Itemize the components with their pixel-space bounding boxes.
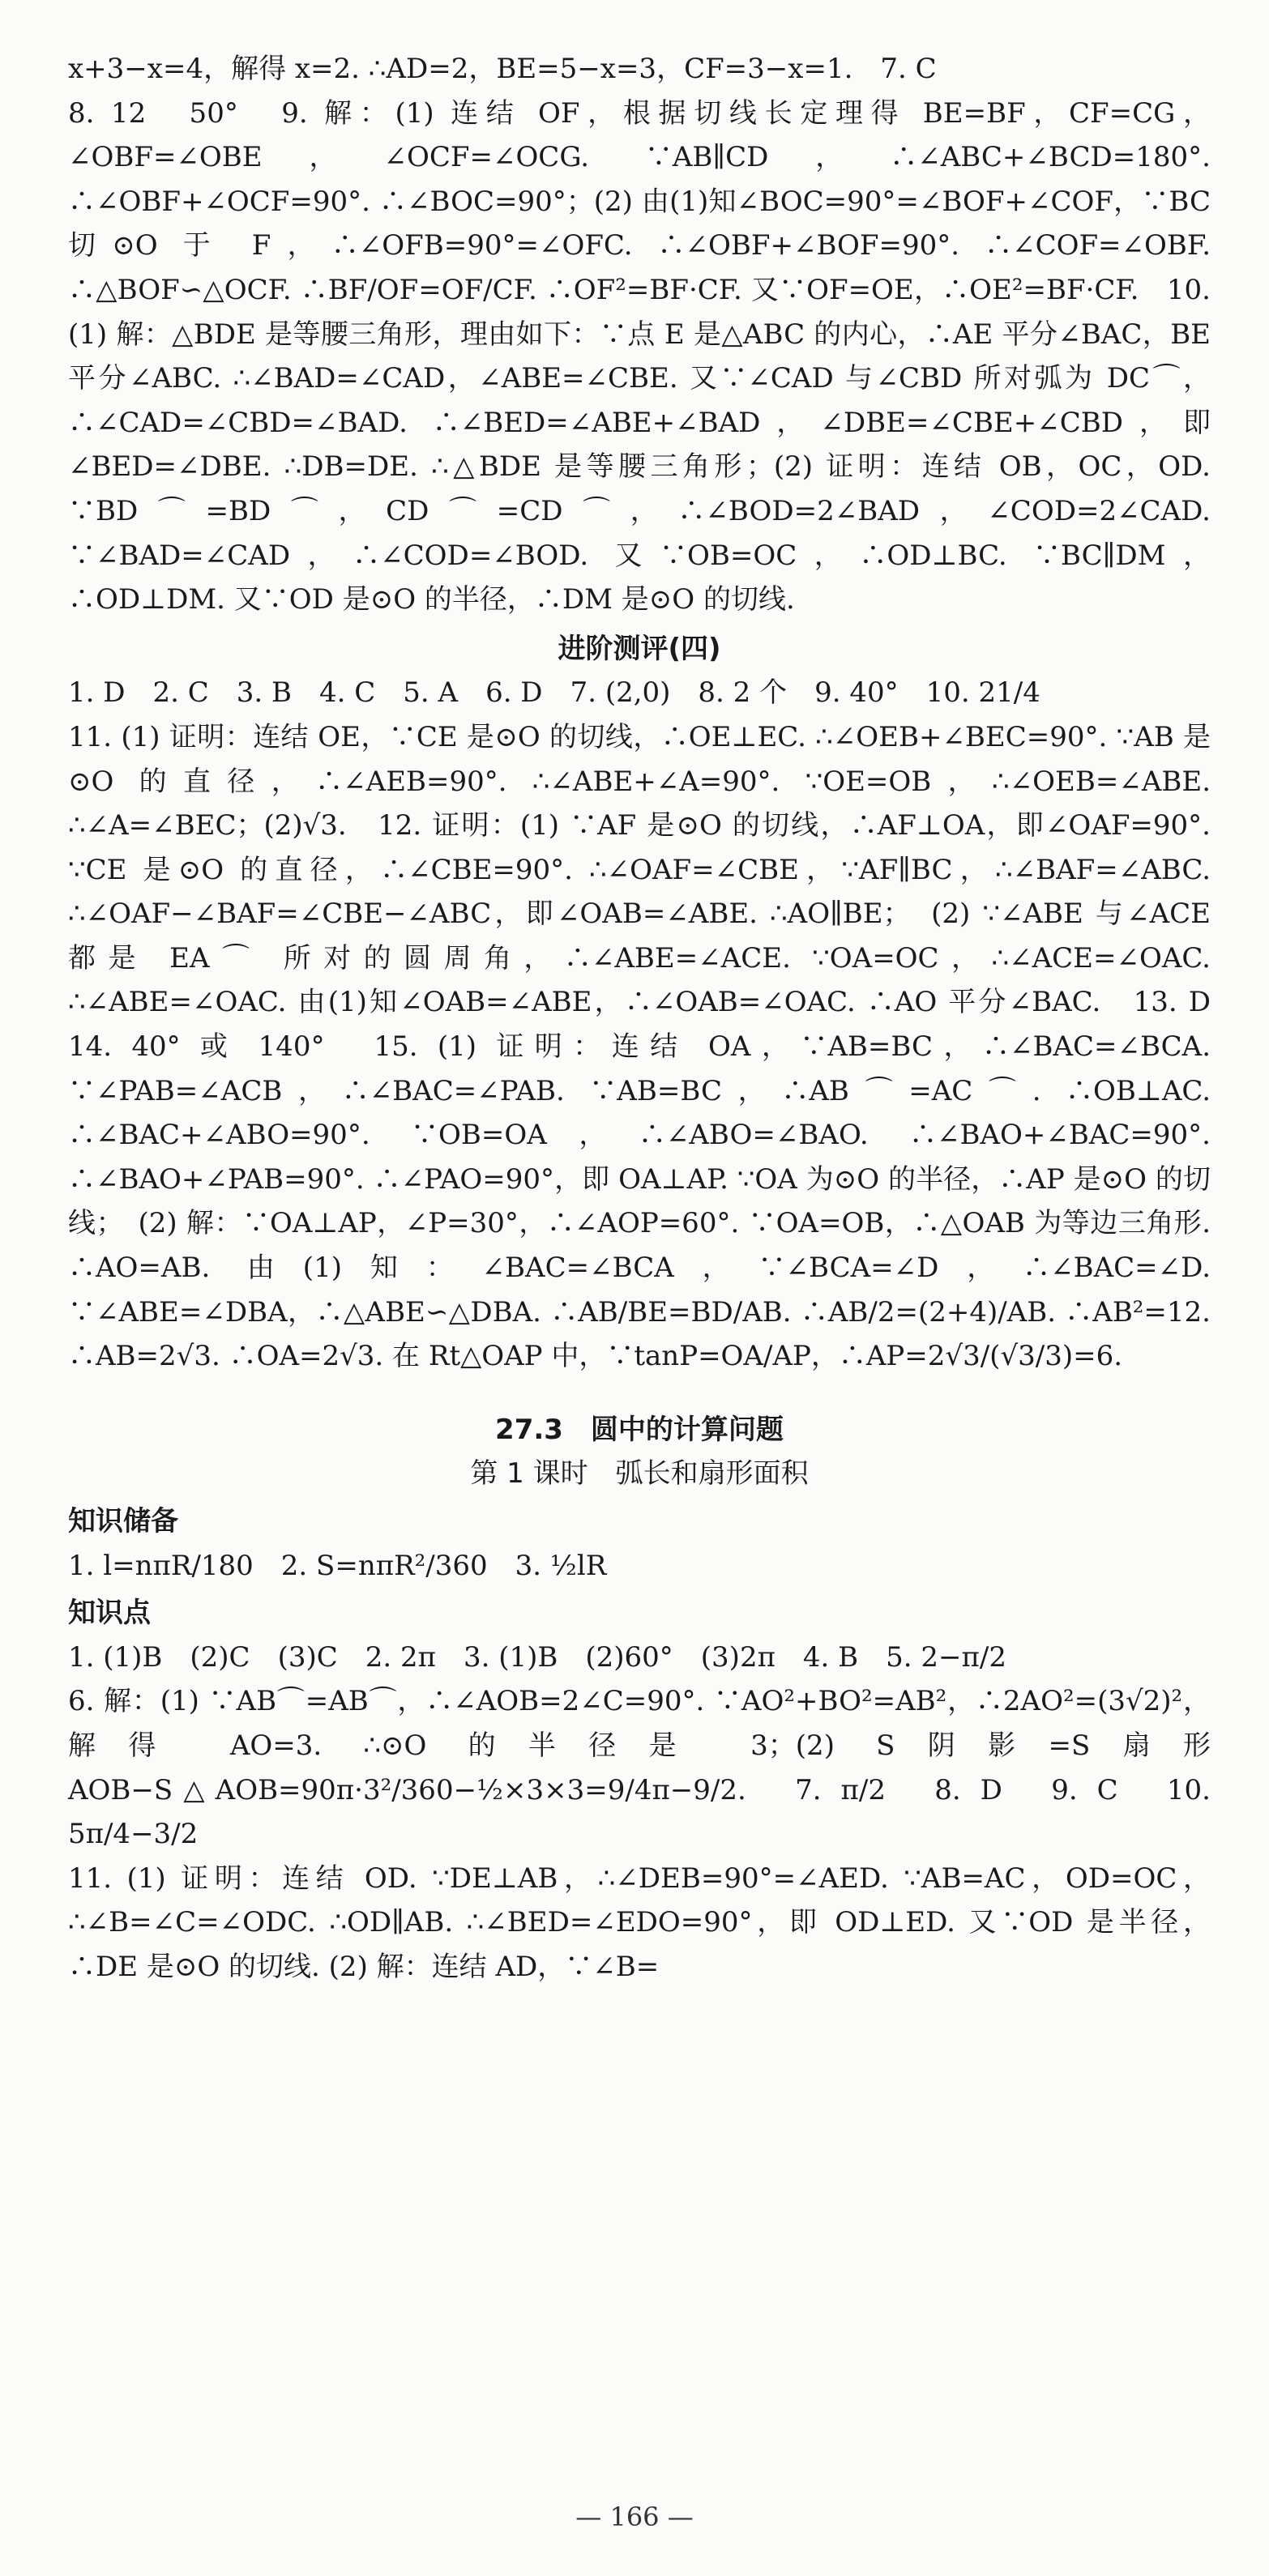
chapter-title: 27.3 圆中的计算问题 [495, 1413, 784, 1446]
answer-paragraph: 1. (1)B (2)C (3)C 2. 2π 3. (1)B (2)60° (3)2π 4. B 5. 2−π/2 [68, 1640, 1006, 1674]
answer-paragraph: 8. 12 50° 9. 解：(1) 连结 OF，根据切线长定理得 BE=BF，CF=CG，∠OBF=∠OBE，∠OCF=∠OCG. ∵AB∥CD，∴∠ABC+∠BCD=180°. ∴∠OBF+∠OCF=90°. ∴∠BOC=90°；(2) 由(1)知∠BOC=90°=∠BOF+∠COF，∵BC 切⊙O 于 F，∴∠OFB=90°=∠OFC. ∴∠OBF+∠BOF=90°. ∴∠COF=∠OBF. ∴△BOF∽△OCF. ∴BF/OF=OF/CF. ∴OF²=BF·CF. 又∵OF=OE，∴OE²=BF·CF. 10. (1) 解：△BDE 是等腰三角形，理由如下：∵点 E 是△ABC 的内心，∴AE 平分∠BAC，BE 平分∠ABC. ∴∠BAD=∠CAD，∠ABE=∠CBE. 又∵∠CAD 与∠CBD 所对弧为 DC⌒，∴∠CAD=∠CBD=∠BAD. ∴∠BED=∠ABE+∠BAD，∠DBE=∠CBE+∠CBD，即∠BED=∠DBE. ∴DB=DE. ∴△BDE 是等腰三角形；(2) 证明：连结 OB，OC，OD. ∵BD⌒=BD⌒，CD⌒=CD⌒，∴∠BOD=2∠BAD，∠COD=2∠CAD. ∵∠BAD=∠CAD，∴∠COD=∠BOD. 又∵OB=OC，∴OD⊥BC. ∵BC∥DM，∴OD⊥DM. 又∵OD 是⊙O 的半径，∴DM 是⊙O 的切线. [68, 96, 1211, 616]
page-number: — 166 — [575, 2501, 694, 2532]
lesson-title: 第 1 课时 弧长和扇形面积 [470, 1457, 809, 1491]
answer-paragraph: x+3−x=4，解得 x=2. ∴AD=2，BE=5−x=3，CF=3−x=1. 7. C [68, 53, 937, 85]
spacer [68, 1379, 1211, 1403]
answer-paragraph: 11. (1) 证明：连结 OD. ∵DE⊥AB，∴∠DEB=90°=∠AED. ∵AB=AC，OD=OC，∴∠B=∠C=∠ODC. ∴OD∥AB. ∴∠BED=∠EDO=90°，即 OD⊥ED. 又∵OD 是半径，∴DE 是⊙O 的切线. (2) 解：连结 AD，∵∠B= [68, 1862, 1211, 1983]
reserve-heading: 知识储备 [68, 1505, 178, 1537]
points-heading: 知识点 [68, 1597, 151, 1630]
section-title: 进阶测评(四) [558, 632, 721, 665]
answer-paragraph: 11. (1) 证明：连结 OE，∵CE 是⊙O 的切线，∴OE⊥EC. ∴∠OEB+∠BEC=90°. ∵AB 是⊙O 的直径，∴∠AEB=90°. ∴∠ABE+∠A=90°. ∵OE=OB，∴∠OEB=∠ABE. ∴∠A=∠BEC；(2)√3. 12. 证明：(1) ∵AF 是⊙O 的切线，∴AF⊥OA，即∠OAF=90°. ∵CE 是⊙O 的直径，∴∠CBE=90°. ∴∠OAF=∠CBE，∵AF∥BC，∴∠BAF=∠ABC. ∴∠OAF−∠BAF=∠CBE−∠ABC，即∠OAB=∠ABE. ∴AO∥BE； (2) ∵∠ABE 与∠ACE 都是 EA⌒ 所对的圆周角，∴∠ABE=∠ACE. ∵OA=OC，∴∠ACE=∠OAC. ∴∠ABE=∠OAC. 由(1)知∠OAB=∠ABE，∴∠OAB=∠OAC. ∴AO 平分∠BAC. 13. D 14. 40° 或 140° 15. (1) 证明：连结 OA，∵AB=BC，∴∠BAC=∠BCA. ∵∠PAB=∠ACB，∴∠BAC=∠PAB. ∵AB=BC，∴AB⌒=AC⌒. ∴OB⊥AC. ∴∠BAC+∠ABO=90°. ∵OB=OA，∴∠ABO=∠BAO. ∴∠BAO+∠BAC=90°. ∴∠BAO+∠PAB=90°. ∴∠PAO=90°，即 OA⊥AP. ∵OA 为⊙O 的半径，∴AP 是⊙O 的切线； (2) 解：∵OA⊥AP，∠P=30°，∴∠AOP=60°. ∵OA=OB，∴△OAB 为等边三角形. ∴AO=AB. 由(1)知：∠BAC=∠BCA，∵∠BCA=∠D，∴∠BAC=∠D. ∵∠ABE=∠DBA，∴△ABE∽△DBA. ∴AB/BE=BD/AB. ∴AB/2=(2+4)/AB. ∴AB²=12. ∴AB=2√3. ∴OA=2√3. 在 Rt△OAP 中，∵tanP=OA/AP，∴AP=2√3/(√3/3)=6. [68, 720, 1238, 1373]
answer-paragraph: 6. 解：(1) ∵AB⌒=AB⌒，∴∠AOB=2∠C=90°. ∵AO²+BO²=AB²，∴2AO²=(3√2)²，解得 AO=3. ∴⊙O 的半径是 3；(2) S阴影=S扇形AOB−S△AOB=90π·3²/360−½×3×3=9/4π−9/2. 7. π/2 8. D 9. C 10. 5π/4−3/2 [68, 1685, 1211, 1851]
answer-text [68, 47, 1238, 1990]
reserve-line: 1. l=nπR/180 2. S=nπR²/360 3. ½lR [68, 1549, 607, 1582]
answer-paragraph: 1. D 2. C 3. B 4. C 5. A 6. D 7. (2,0) 8. 2 个 9. 40° 10. 21/4 [68, 676, 1040, 710]
